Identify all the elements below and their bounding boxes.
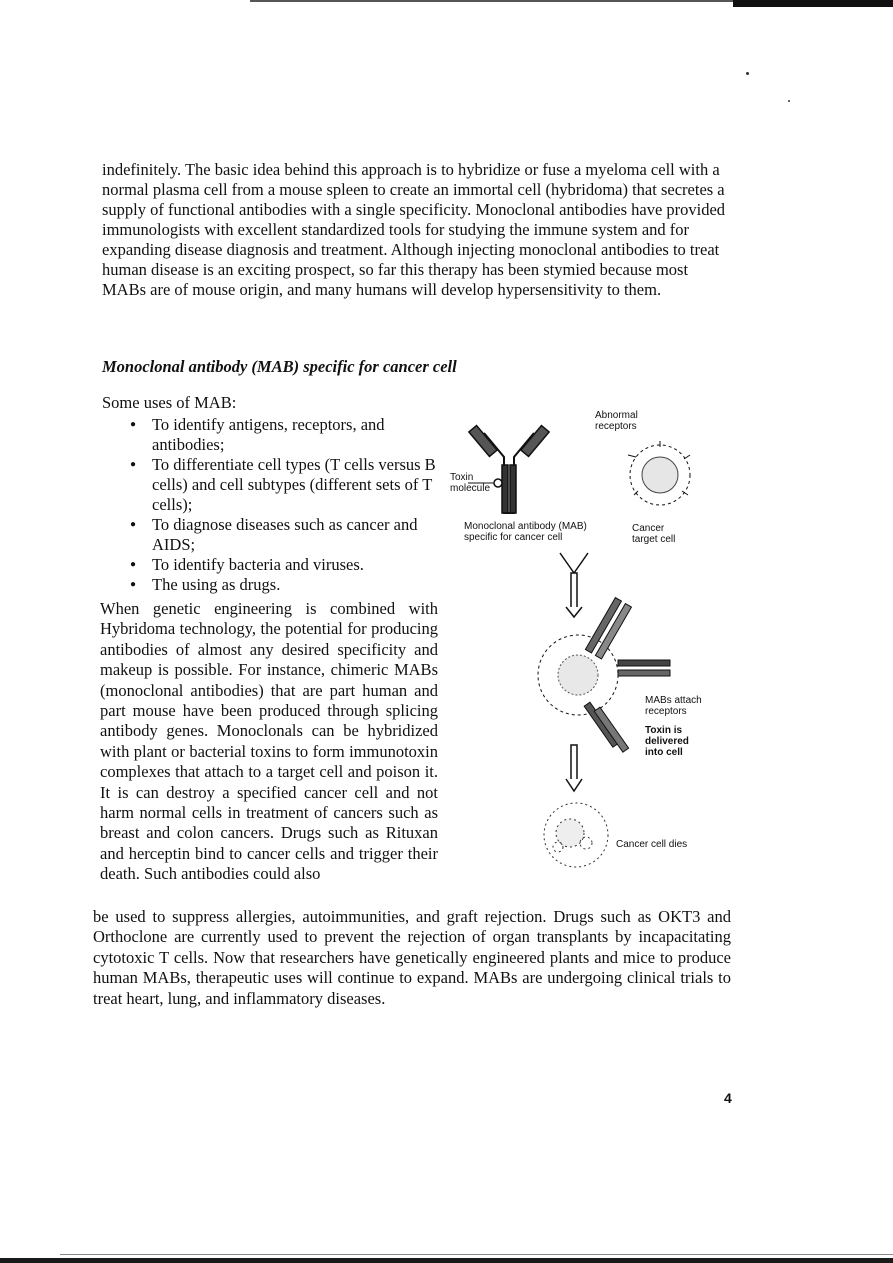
dying-cell-icon bbox=[544, 803, 608, 867]
list-item: ● The using as drugs. bbox=[130, 575, 440, 595]
list-item: ● To diagnose diseases such as cancer and AIDS; bbox=[130, 515, 440, 555]
process-arrow-icon bbox=[560, 553, 588, 617]
page-number: 4 bbox=[724, 1090, 732, 1106]
toxin-delivered-label: Toxin is delivered into cell bbox=[645, 725, 689, 758]
uses-list bbox=[130, 415, 440, 595]
intro-paragraph: indefinitely. The basic idea behind this approach is to hybridize or fuse a myeloma cell with a normal plasma cell from a mouse spleen to create an immortal cell (hybridoma) that secretes a supply of functional antibodies with a single specificity. Monoclonal antibodies have provided immunologists with excellent standardized tools for studying the immune system and for expanding disease diagnosis and treatment. Although injecting monoclonal antibodies to treat human disease is an exciting prospect, so far this therapy has been stymied because most MABs are of mouse origin, and many humans will develop hypersensitivity to them. bbox=[102, 160, 726, 299]
mab-label: Monoclonal antibody (MAB) specific for cancer cell bbox=[464, 521, 587, 543]
bottom-scan-line bbox=[60, 1254, 893, 1255]
list-item: ● To differentiate cell types (T cells versus B cells) and cell subtypes (different sets of T cells); bbox=[130, 455, 440, 515]
scan-speck bbox=[746, 72, 749, 75]
process-arrow-icon bbox=[566, 745, 582, 791]
antibody-icon bbox=[468, 426, 549, 513]
cancer-cell-icon bbox=[628, 441, 690, 505]
top-scan-bar bbox=[733, 0, 893, 7]
scan-speck bbox=[788, 100, 790, 102]
list-item: ● To identify antigens, receptors, and antibodies; bbox=[130, 415, 440, 455]
uses-title: Some uses of MAB: bbox=[102, 393, 237, 412]
mabs-attach-label: MABs attach receptors bbox=[645, 695, 702, 717]
cancer-dies-label: Cancer cell dies bbox=[616, 839, 688, 850]
bottom-scan-bar bbox=[0, 1258, 893, 1263]
genetic-engineering-paragraph: When genetic engineering is combined with Hybridoma technology, the potential for producing antibodies of almost any desired specificity and makeup is possible. For instance, chimeric MABs (monoclonal antibodies) that are part human and part mouse have been produced through splicing antibody genes. Monoclonals can be hybridized with plant or bacterial toxins to form immunotoxin complexes that attach to a target cell and poison it. It is can destroy a specified cancer cell and not harm normal cells in treatment of cancers such as breast and colon cancers. Drugs such as Rituxan and herceptin bind to cancer cells and trigger their death. Such antibodies could also bbox=[100, 599, 438, 884]
mab-figure bbox=[438, 395, 738, 895]
list-item: ● To identify bacteria and viruses. bbox=[130, 555, 440, 575]
toxin-molecule-label: Toxin molecule bbox=[450, 472, 491, 494]
mab-diagram-svg bbox=[438, 395, 738, 895]
section-heading: Monoclonal antibody (MAB) specific for cancer cell bbox=[102, 357, 457, 376]
cancer-target-label: Cancer target cell bbox=[632, 523, 676, 545]
abnormal-receptors-label: Abnormal receptors bbox=[595, 410, 638, 432]
closing-paragraph: be used to suppress allergies, autoimmunities, and graft rejection. Drugs such as OKT3 and Orthoclone are currently used to prevent the rejection of organ transplants by incapacitating cytotoxic T cells. Now that researchers have genetically engineered plants and mice to produce human MABs, therapeutic uses will continue to expand. MABs are undergoing clinical trials to treat heart, lung, and inflammatory diseases. bbox=[93, 907, 731, 1008]
